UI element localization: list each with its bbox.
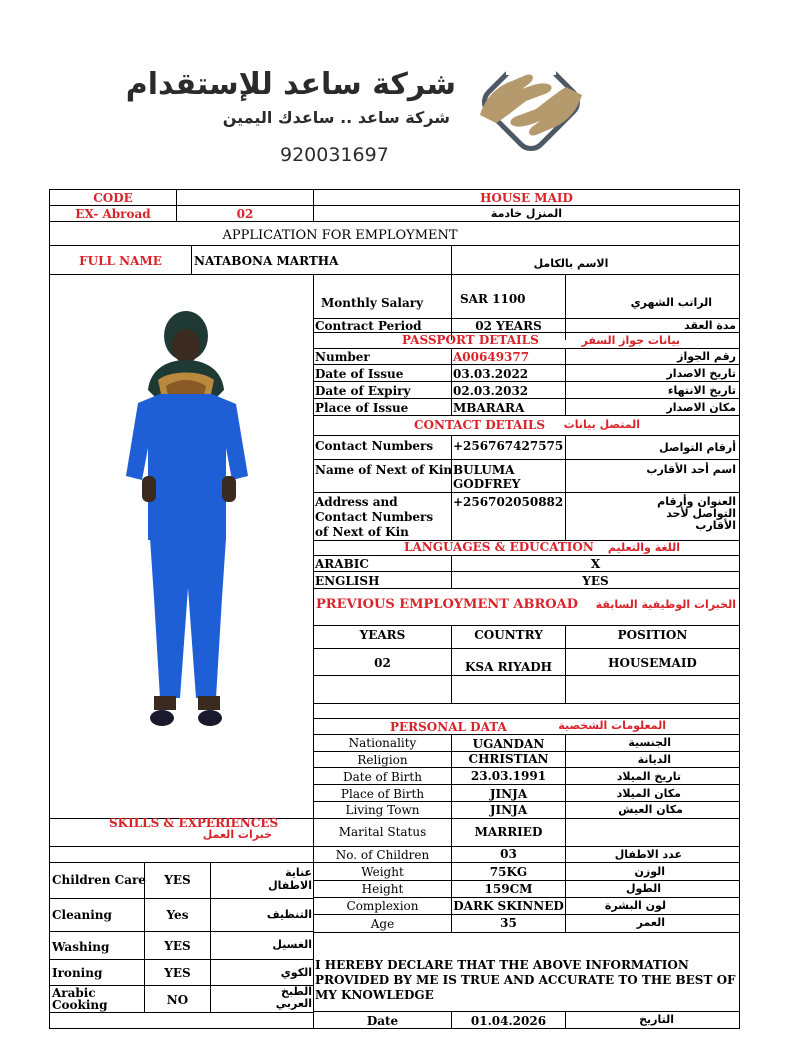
pob-label: Place of Birth bbox=[340, 787, 425, 801]
date-label: Date bbox=[366, 1014, 399, 1028]
date-value: 01.04.2026 bbox=[470, 1014, 547, 1028]
english-value: YES bbox=[582, 574, 609, 588]
personal-heading-ar: المعلومات الشخصية bbox=[558, 719, 666, 732]
prev-years-value: 02 bbox=[374, 656, 391, 670]
height-label: Height bbox=[361, 882, 404, 896]
pob-ar: مكان الميلاد bbox=[616, 787, 681, 800]
washing-value: YES bbox=[164, 939, 191, 953]
declaration-text: I HEREBY DECLARE THAT THE ABOVE INFORMATION PROVIDED BY ME IS TRUE AND ACCURATE TO THE BEST OF MY KNOWLEDGE bbox=[315, 958, 736, 1002]
arabic-value: X bbox=[590, 557, 601, 571]
company-slogan-ar: شركة ساعد .. ساعدك اليمين bbox=[222, 108, 450, 127]
religion-ar: الديانة bbox=[637, 753, 671, 766]
issue-place-value: MBARARA bbox=[453, 401, 525, 415]
issue-place-ar: مكان الاصدار bbox=[666, 401, 736, 414]
skills-heading-ar: خبرات العمل bbox=[202, 828, 272, 841]
age-label: Age bbox=[370, 917, 395, 931]
passport-number-value: A00649377 bbox=[453, 350, 530, 364]
children-care-ar: عناية الاطفال bbox=[268, 866, 312, 892]
company-logo bbox=[466, 55, 596, 167]
living-town-value: JINJA bbox=[489, 803, 528, 817]
passport-number-ar: رقم الجواز bbox=[677, 350, 736, 363]
col-country: COUNTRY bbox=[474, 628, 543, 642]
expiry-date-value: 02.03.2032 bbox=[453, 384, 529, 398]
religion-value: CHRISTIAN bbox=[468, 752, 549, 766]
complexion-value: DARK SKINNED bbox=[453, 899, 564, 913]
code-label: CODE bbox=[93, 191, 133, 205]
cleaning-value: Yes bbox=[166, 908, 189, 922]
contact-heading: CONTACT DETAILS bbox=[414, 418, 546, 432]
kin-address-label: Address and Contact Numbers of Next of Kin bbox=[315, 495, 434, 539]
complexion-label: Complexion bbox=[346, 899, 419, 913]
company-name-ar: شركة ساعد للإستقدام bbox=[125, 67, 456, 102]
prev-position-value: HOUSEMAID bbox=[608, 656, 697, 670]
contact-numbers-ar: أرقام التواصل bbox=[659, 441, 736, 454]
ironing-label: Ironing bbox=[52, 966, 103, 980]
next-of-kin-ar: اسم أحد الأقارب bbox=[646, 463, 736, 476]
age-value: 35 bbox=[500, 916, 517, 930]
arabic-cooking-value: NO bbox=[166, 993, 189, 1007]
full-name-ar: الاسم بالكامل bbox=[533, 257, 609, 270]
previous-employment-heading: PREVIOUS EMPLOYMENT ABROAD bbox=[316, 597, 578, 612]
previous-employment-heading-ar: الخبرات الوظيفية السابقة bbox=[595, 598, 736, 611]
passport-number-label: Number bbox=[315, 350, 370, 364]
height-value: 159CM bbox=[484, 882, 533, 896]
next-of-kin-value: BULUMA GODFREY bbox=[453, 463, 521, 491]
nationality-label: Nationality bbox=[348, 736, 417, 750]
kin-address-value: +256702050882 bbox=[453, 495, 564, 509]
prev-country-value: KSA RIYADH bbox=[464, 660, 553, 674]
date-ar: التاريخ bbox=[639, 1013, 674, 1026]
expiry-date-label: Date of Expiry bbox=[315, 384, 411, 398]
company-phone: 920031697 bbox=[280, 144, 389, 166]
age-ar: العمر bbox=[636, 916, 665, 929]
contact-numbers-value: +256767427575 bbox=[453, 439, 564, 453]
col-position: POSITION bbox=[617, 628, 688, 642]
nationality-value: UGANDAN bbox=[472, 737, 545, 751]
nationality-ar: الجنسية bbox=[628, 736, 671, 749]
exabroad-label: EX- Abroad bbox=[75, 207, 151, 221]
position-ar: المنزل خادمة bbox=[490, 207, 563, 220]
kin-address-ar: العنوان وأرقام التواصل لأحد الأقارب bbox=[657, 495, 736, 532]
children-value: 03 bbox=[500, 847, 517, 861]
washing-ar: الغسيل bbox=[272, 938, 312, 951]
arabic-cooking-label: Arabic Cooking bbox=[52, 986, 108, 1012]
marital-status-label: Marital Status bbox=[338, 825, 427, 839]
contact-numbers-label: Contact Numbers bbox=[315, 439, 434, 453]
dob-label: Date of Birth bbox=[343, 770, 422, 784]
arabic-label: ARABIC bbox=[315, 557, 369, 571]
full-name-label: FULL NAME bbox=[79, 254, 162, 268]
personal-heading: PERSONAL DATA bbox=[390, 720, 507, 734]
weight-label: Weight bbox=[361, 865, 404, 879]
weight-value: 75KG bbox=[489, 865, 528, 879]
applicant-photo bbox=[118, 308, 263, 736]
height-ar: الطول bbox=[625, 882, 661, 895]
languages-heading-ar: اللغة والتعليم bbox=[607, 541, 680, 554]
cleaning-label: Cleaning bbox=[52, 908, 112, 922]
children-ar: عدد الاطفال bbox=[614, 848, 682, 861]
issue-place-label: Place of Issue bbox=[315, 401, 409, 415]
pob-value: JINJA bbox=[489, 787, 528, 801]
ironing-value: YES bbox=[164, 966, 191, 980]
living-town-ar: مكان العيش bbox=[618, 803, 683, 816]
dob-value: 23.03.1991 bbox=[470, 769, 547, 783]
children-care-value: YES bbox=[164, 873, 191, 887]
dob-ar: تاريخ الميلاد bbox=[616, 770, 681, 783]
salary-label-ar: الراتب الشهري bbox=[630, 296, 712, 309]
children-care-label: Children Care bbox=[52, 873, 146, 887]
cleaning-ar: التنظيف bbox=[266, 908, 312, 921]
ironing-ar: الكوي bbox=[280, 966, 312, 979]
contract-label: Contract Period bbox=[315, 319, 422, 333]
next-of-kin-label: Name of Next of Kin bbox=[315, 463, 453, 477]
expiry-date-ar: تاريخ الانتهاء bbox=[667, 384, 736, 397]
passport-heading: PASSPORT DETAILS bbox=[402, 333, 539, 347]
issue-date-value: 03.03.2022 bbox=[453, 367, 529, 381]
arabic-cooking-ar: الطبخ العربي bbox=[275, 985, 312, 1010]
exabroad-value: 02 bbox=[236, 207, 254, 221]
contact-heading-ar: المتصل بيانات bbox=[563, 418, 640, 431]
contract-label-ar: مدة العقد bbox=[684, 319, 736, 332]
issue-date-ar: تاريخ الاصدار bbox=[666, 367, 736, 380]
religion-label: Religion bbox=[357, 753, 408, 767]
salary-value: SAR 1100 bbox=[460, 292, 526, 306]
col-years: YEARS bbox=[359, 628, 406, 642]
position-en: HOUSE MAID bbox=[480, 191, 573, 205]
skills-heading: SKILLS & EXPERIENCES bbox=[109, 816, 279, 830]
english-label: ENGLISH bbox=[315, 574, 380, 588]
washing-label: Washing bbox=[52, 940, 110, 954]
contract-value: 02 YEARS bbox=[475, 319, 542, 333]
marital-status-value: MARRIED bbox=[474, 825, 543, 839]
passport-heading-ar: بيانات جواز السفر bbox=[581, 334, 680, 347]
complexion-ar: لون البشرة bbox=[604, 899, 666, 912]
form-title: APPLICATION FOR EMPLOYMENT bbox=[222, 228, 458, 243]
children-label: No. of Children bbox=[335, 848, 430, 862]
full-name-value: NATABONA MARTHA bbox=[194, 254, 339, 268]
salary-label: Monthly Salary bbox=[321, 296, 424, 310]
living-town-label: Living Town bbox=[345, 803, 420, 817]
weight-ar: الوزن bbox=[634, 865, 665, 878]
languages-heading: LANGUAGES & EDUCATION bbox=[404, 540, 594, 554]
issue-date-label: Date of Issue bbox=[315, 367, 404, 381]
